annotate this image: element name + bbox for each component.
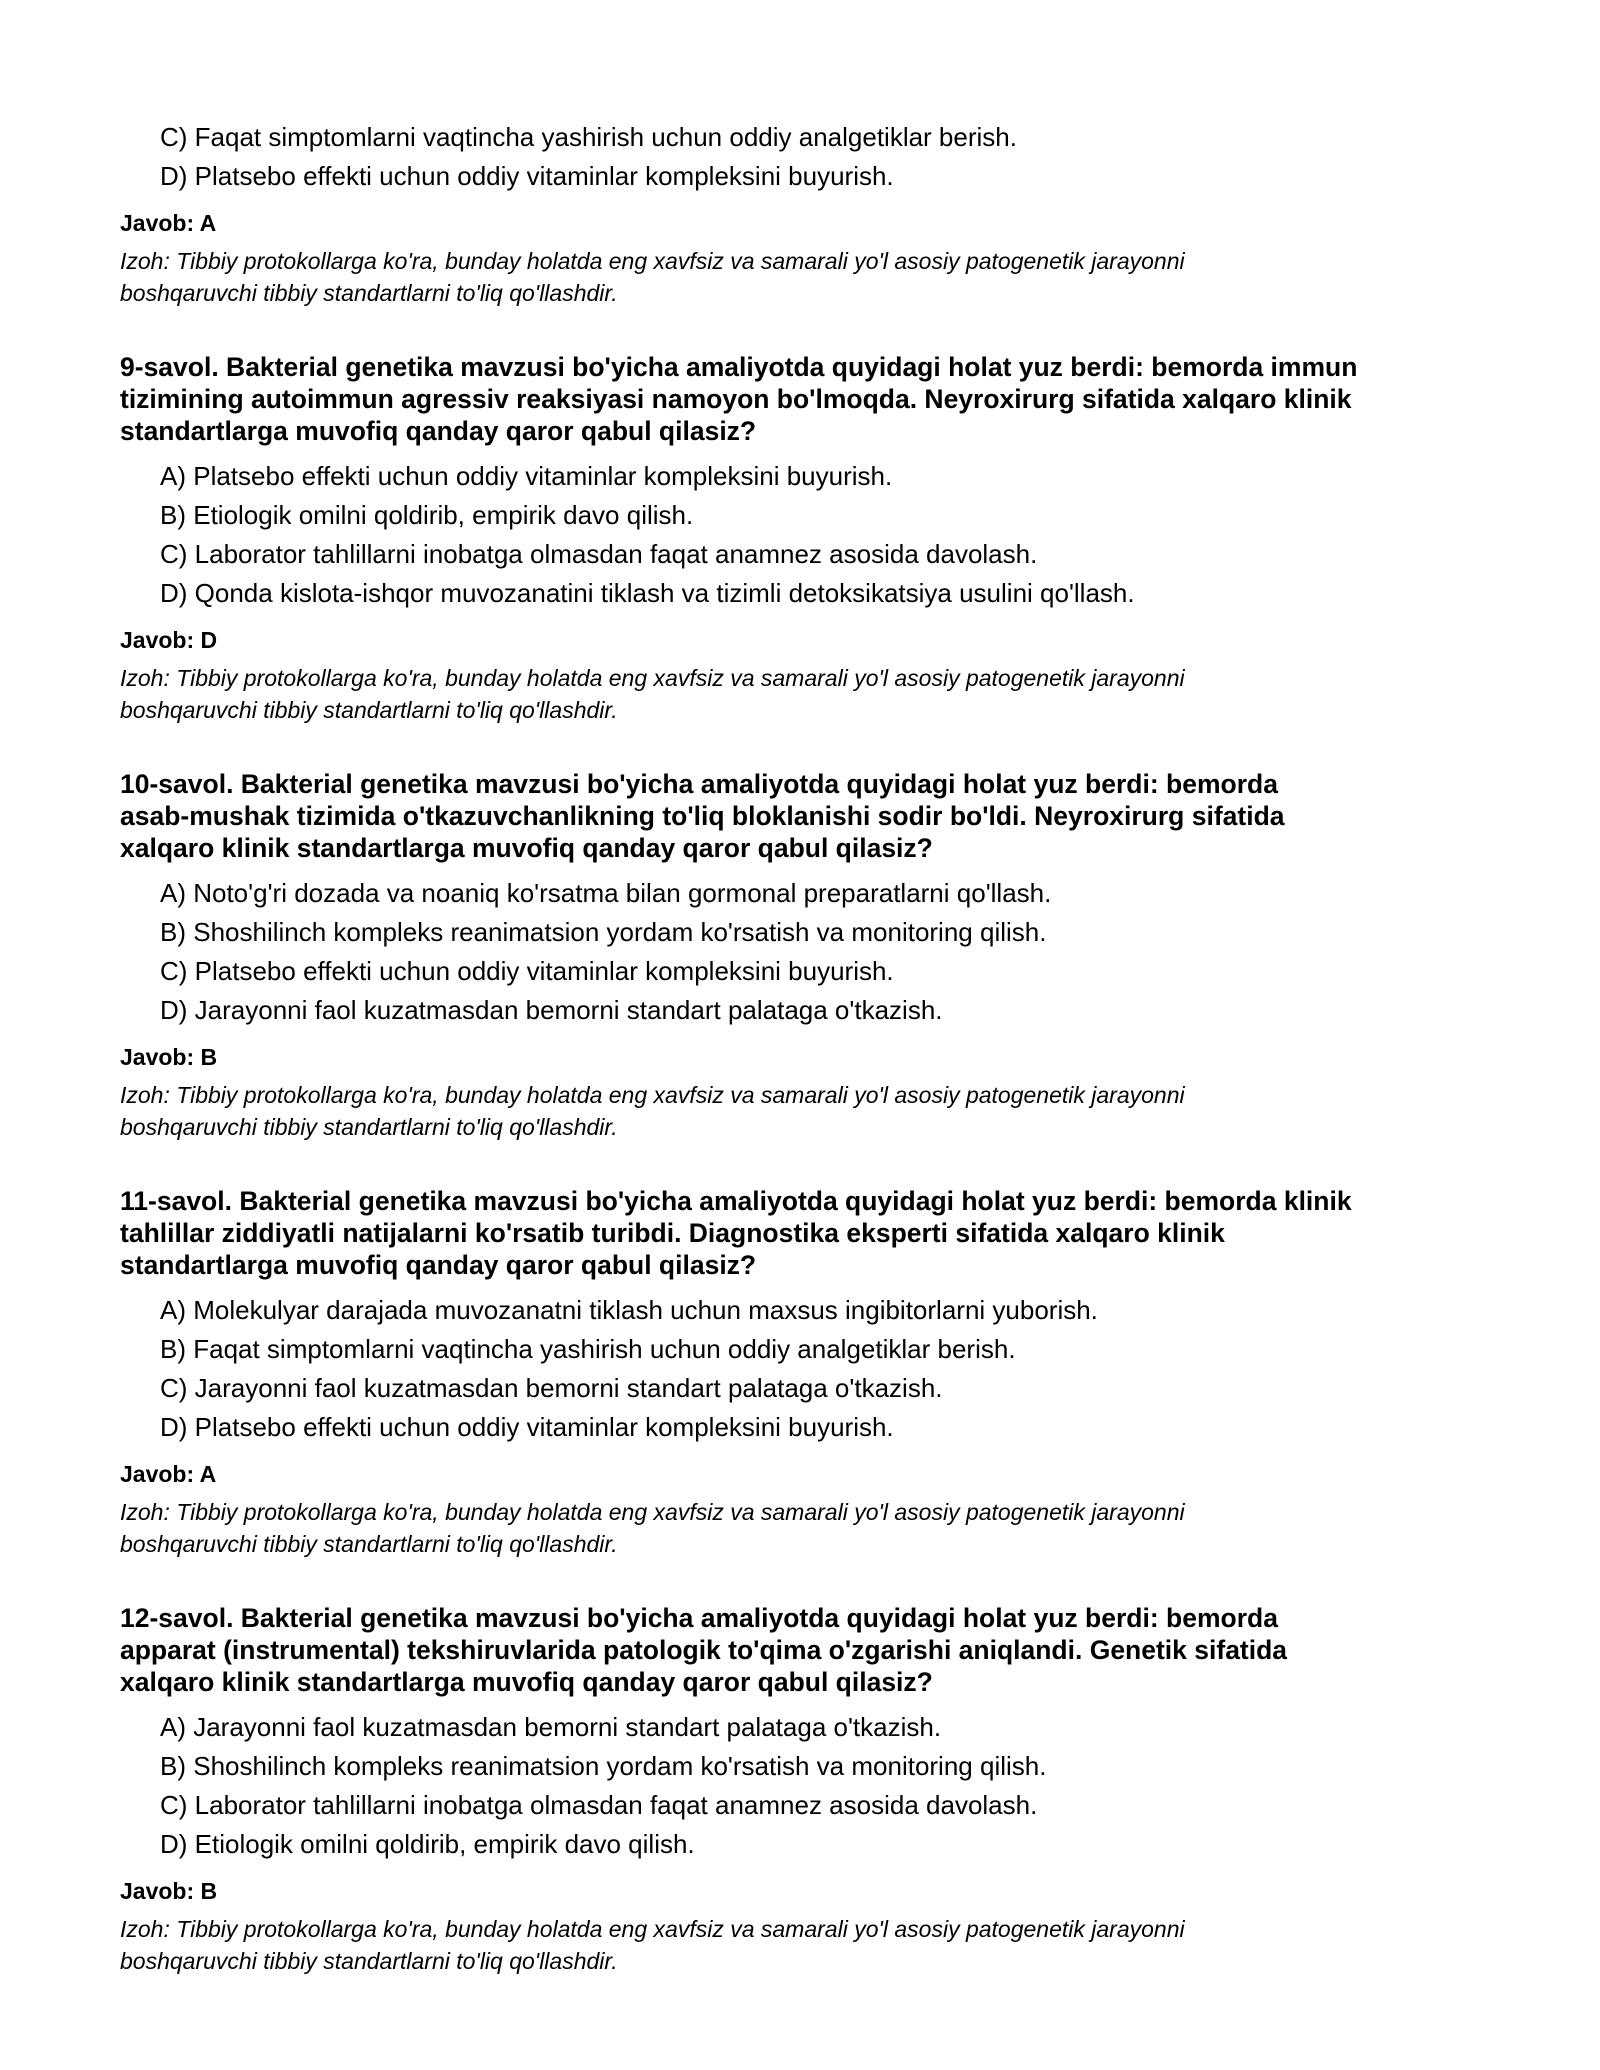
- question-line: 12-savol. Bakterial genetika mavzusi bo'yicha amaliyotda quyidagi holat yuz berdi: bemorda: [120, 1603, 1278, 1633]
- option-a: A) Platsebo effekti uchun oddiy vitaminlar kompleksini buyurish.: [160, 461, 893, 491]
- option-c: C) Laborator tahlillarni inobatga olmasdan faqat anamnez asosida davolash.: [160, 1790, 1038, 1820]
- question-text: [120, 768, 1480, 864]
- question-line: 10-savol. Bakterial genetika mavzusi bo'yicha amaliyotda quyidagi holat yuz berdi: bemorda: [120, 769, 1278, 799]
- note-line: boshqaruvchi tibbiy standartlarni to'liq qo'llashdir.: [120, 1114, 618, 1140]
- note-line: boshqaruvchi tibbiy standartlarni to'liq qo'llashdir.: [120, 280, 618, 306]
- option-a: A) Noto'g'ri dozada va noaniq ko'rsatma bilan gormonal preparatlarni qo'llash.: [160, 878, 1052, 908]
- note-line: Izoh: Tibbiy protokollarga ko'ra, bunday holatda eng xavfsiz va samarali yo'l asosiy patogenetik jarayonni: [120, 665, 1185, 691]
- question-8-continuation: [120, 118, 1480, 309]
- explanation-note: [120, 1079, 1480, 1143]
- option-d: D) Platsebo effekti uchun oddiy vitaminlar kompleksini buyurish.: [160, 161, 894, 191]
- question-line: standartlarga muvofiq qanday qaror qabul qilasiz?: [120, 1250, 757, 1280]
- question-text: [120, 1602, 1480, 1698]
- note-line: Izoh: Tibbiy protokollarga ko'ra, bunday holatda eng xavfsiz va samarali yo'l asosiy patogenetik jarayonni: [120, 1499, 1185, 1525]
- option-a: A) Jarayonni faol kuzatmasdan bemorni standart palataga o'tkazish.: [160, 1712, 942, 1742]
- question-line: 11-savol. Bakterial genetika mavzusi bo'yicha amaliyotda quyidagi holat yuz berdi: bemorda klinik: [120, 1186, 1352, 1216]
- answer-label: Javob: B: [120, 1878, 218, 1904]
- question-block-11: [120, 1185, 1480, 1560]
- question-line: apparat (instrumental) tekshiruvlarida patologik to'qima o'zgarishi aniqlandi. Genetik sifatida: [120, 1635, 1288, 1665]
- note-line: Izoh: Tibbiy protokollarga ko'ra, bunday holatda eng xavfsiz va samarali yo'l asosiy patogenetik jarayonni: [120, 248, 1185, 274]
- question-text: [120, 351, 1480, 447]
- answer-label: Javob: A: [120, 1461, 217, 1487]
- option-d: D) Platsebo effekti uchun oddiy vitaminlar kompleksini buyurish.: [160, 1412, 894, 1442]
- question-line: standartlarga muvofiq qanday qaror qabul qilasiz?: [120, 416, 757, 446]
- note-line: Izoh: Tibbiy protokollarga ko'ra, bunday holatda eng xavfsiz va samarali yo'l asosiy patogenetik jarayonni: [120, 1916, 1185, 1942]
- option-d: D) Jarayonni faol kuzatmasdan bemorni standart palataga o'tkazish.: [160, 995, 943, 1025]
- answer-label: Javob: B: [120, 1044, 218, 1070]
- note-line: boshqaruvchi tibbiy standartlarni to'liq qo'llashdir.: [120, 1531, 618, 1557]
- answer-label: Javob: A: [120, 210, 217, 236]
- option-c: C) Faqat simptomlarni vaqtincha yashirish uchun oddiy analgetiklar berish.: [160, 122, 1017, 152]
- document-page: [120, 118, 1480, 1977]
- option-c: C) Laborator tahlillarni inobatga olmasdan faqat anamnez asosida davolash.: [160, 539, 1038, 569]
- option-b: B) Shoshilinch kompleks reanimatsion yordam ko'rsatish va monitoring qilish.: [160, 917, 1047, 947]
- question-line: tahlillar ziddiyatli natijalarni ko'rsatib turibdi. Diagnostika eksperti sifatida xalqaro klinik: [120, 1218, 1225, 1248]
- note-line: boshqaruvchi tibbiy standartlarni to'liq qo'llashdir.: [120, 1948, 618, 1974]
- option-b: B) Shoshilinch kompleks reanimatsion yordam ko'rsatish va monitoring qilish.: [160, 1751, 1047, 1781]
- explanation-note: [120, 662, 1480, 726]
- question-line: tizimining autoimmun agressiv reaksiyasi namoyon bo'lmoqda. Neyroxirurg sifatida xalqaro klinik: [120, 384, 1352, 414]
- explanation-note: [120, 1496, 1480, 1560]
- option-d: D) Etiologik omilni qoldirib, empirik davo qilish.: [160, 1829, 695, 1859]
- question-text: [120, 1185, 1480, 1281]
- explanation-note: [120, 245, 1480, 309]
- explanation-note: [120, 1913, 1480, 1977]
- question-block-12: [120, 1602, 1480, 1977]
- question-block-10: [120, 768, 1480, 1143]
- answer-label: Javob: D: [120, 627, 218, 653]
- question-block-9: [120, 351, 1480, 726]
- question-line: 9-savol. Bakterial genetika mavzusi bo'yicha amaliyotda quyidagi holat yuz berdi: bemorda immun: [120, 352, 1358, 382]
- question-line: xalqaro klinik standartlarga muvofiq qanday qaror qabul qilasiz?: [120, 1667, 933, 1697]
- option-c: C) Platsebo effekti uchun oddiy vitaminlar kompleksini buyurish.: [160, 956, 894, 986]
- option-b: B) Faqat simptomlarni vaqtincha yashirish uchun oddiy analgetiklar berish.: [160, 1334, 1016, 1364]
- note-line: Izoh: Tibbiy protokollarga ko'ra, bunday holatda eng xavfsiz va samarali yo'l asosiy patogenetik jarayonni: [120, 1082, 1185, 1108]
- question-line: asab-mushak tizimida o'tkazuvchanlikning to'liq bloklanishi sodir bo'ldi. Neyroxirurg sifatida: [120, 801, 1285, 831]
- question-line: xalqaro klinik standartlarga muvofiq qanday qaror qabul qilasiz?: [120, 833, 933, 863]
- note-line: boshqaruvchi tibbiy standartlarni to'liq qo'llashdir.: [120, 697, 618, 723]
- option-d: D) Qonda kislota-ishqor muvozanatini tiklash va tizimli detoksikatsiya usulini qo'llash.: [160, 578, 1135, 608]
- option-b: B) Etiologik omilni qoldirib, empirik davo qilish.: [160, 500, 694, 530]
- option-a: A) Molekulyar darajada muvozanatni tiklash uchun maxsus ingibitorlarni yuborish.: [160, 1295, 1098, 1325]
- option-c: C) Jarayonni faol kuzatmasdan bemorni standart palataga o'tkazish.: [160, 1373, 943, 1403]
